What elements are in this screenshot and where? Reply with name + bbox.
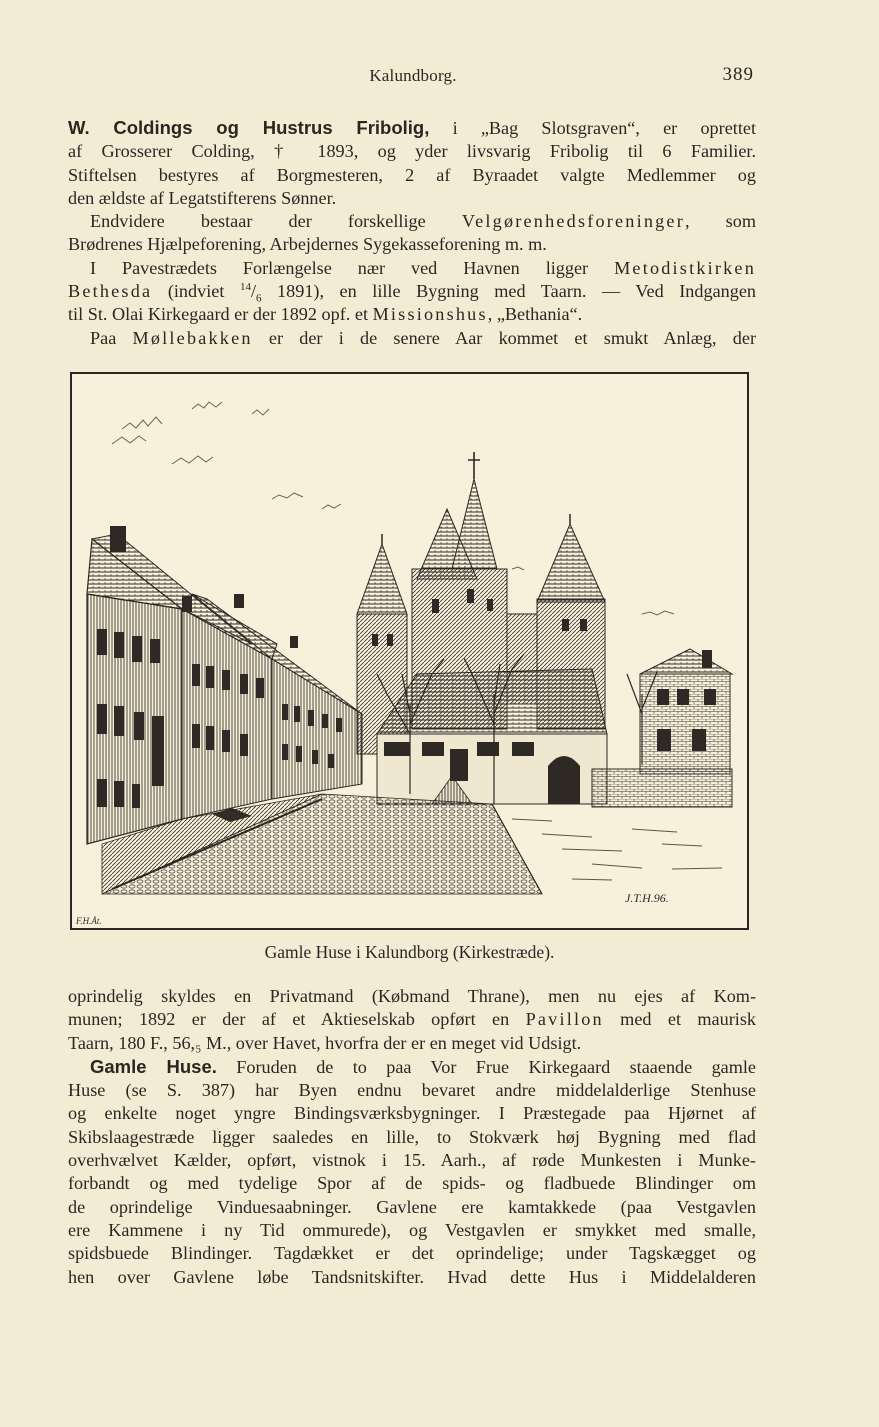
paragraph-metodistkirken: I Pavestrædets Forlængelse nær ved Havnen ligger Metodistkirken xyxy=(90,257,756,278)
text-line: Huse (se S. 387) har Byen endnu bevaret andre middelalderlige Stenhuse xyxy=(68,1080,756,1101)
street-church-engraving xyxy=(72,374,747,928)
text-line: oprindelig skyldes en Privatmand (Købmand Thrane), men nu ejes af Kom- xyxy=(68,986,756,1006)
top-text-block xyxy=(68,116,756,350)
text-line: af Grosserer Colding, † 1893, og yder livsvarig Fribolig til 6 Familier. xyxy=(68,141,756,162)
paragraph-gamle-huse: Gamle Huse. Foruden de to paa Vor Frue Kirkegaard staaende gamle xyxy=(90,1055,757,1077)
text-line: de oprindelige Vinduesaabninger. Gavlene ere kamtakkede (paa Vestgavlen xyxy=(68,1196,756,1217)
text-line: forbandt og med tydelige Spor af de spids- og fladbuede Blindinger om xyxy=(68,1173,756,1194)
text-line: munen; 1892 er der af et Aktieselskab opført en Pavillon med et maurisk xyxy=(68,1009,756,1030)
engraving-illustration xyxy=(70,372,749,930)
bottom-text-block xyxy=(68,985,756,1289)
paragraph-heading: W. Coldings og Hustrus Fribolig, xyxy=(68,117,430,138)
running-head xyxy=(70,64,756,88)
text-line: og enkelte noget yngre Bindingsværksbygninger. I Præstegade paa Hjørnet af xyxy=(68,1103,756,1124)
text-line: Skibslaagestræde ligger saaledes en lille, to Stokværk høj Bygning med flad xyxy=(68,1126,756,1147)
artist-signature-left: F.H.Åt. xyxy=(76,916,102,926)
text-line: til St. Olai Kirkegaard er der 1892 opf. et Missionshus, „Bethania“. xyxy=(68,304,583,325)
text-line: Taarn, 180 F., 56,₅ M., over Havet, hvorfra der er en meget vid Udsigt. xyxy=(68,1032,582,1053)
right-house xyxy=(592,649,732,807)
text-line: Stiftelsen bestyres af Borgmesteren, 2 af Byraadet valgte Medlemmer og xyxy=(68,164,756,185)
text-line: den ældste af Legatstifterens Sønner. xyxy=(68,187,337,208)
text-line: Bethesda (indviet $^{14}/_6$ 1891), en lille Bygning med Taarn. — Ved Indgangen xyxy=(68,281,756,305)
figure-caption: Gamle Huse i Kalundborg (Kirkestræde). xyxy=(264,942,555,962)
text-line: Brødrenes Hjælpeforening, Arbejdernes Sygekasseforening m. m. xyxy=(68,234,547,255)
text-line: ere Kammene i ny Tid ommurede), og Vestgavlen er smykket med smalle, xyxy=(68,1219,756,1240)
artist-signature-right: J.T.H.96. xyxy=(625,891,669,905)
church-vor-frue xyxy=(357,452,607,804)
text-line: overhvælvet Kælder, opført, vistnok i 15. Aarh., af røde Munkesten i Munke- xyxy=(68,1150,756,1171)
paragraph-coldings-fribolig: W. Coldings og Hustrus Fribolig, i „Bag Slotsgraven“, er oprettet xyxy=(68,117,756,138)
paragraph-foreninger: Endvidere bestaar der forskellige Velgørenhedsforeninger, som xyxy=(90,211,756,232)
text-line: spidsbuede Blindinger. Tagdækket er det oprindelige; under Tagskægget og xyxy=(68,1243,756,1264)
running-title: Kalundborg. xyxy=(369,66,457,85)
text-line: hen over Gavlene løbe Tandsnitskifter. Hvad dette Hus i Middelalderen xyxy=(68,1266,756,1287)
paragraph-moellebakken: Paa Møllebakken er der i de senere Aar kommet et smukt Anlæg, der xyxy=(90,327,756,348)
page-number: 389 xyxy=(722,64,754,85)
paragraph-heading: Gamle Huse. xyxy=(90,1055,217,1077)
